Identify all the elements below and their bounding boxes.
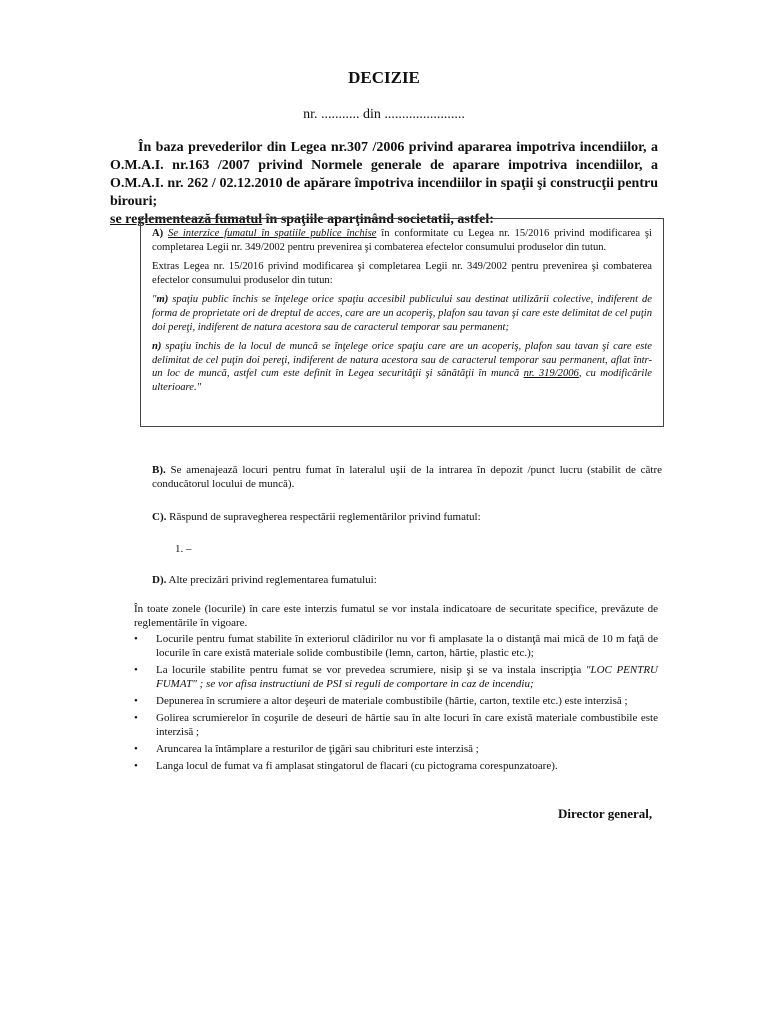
rule-text: Depunerea în scrumiere a altor deşeuri de materiale combustibile (hârtie, carton, textile etc.) este interzisă ; <box>156 695 628 707</box>
signature-label: Director general, <box>558 806 653 821</box>
definition-m-quote: " <box>152 294 157 306</box>
list-item <box>134 742 658 756</box>
law-319-2006-link[interactable]: nr. 319/2006 <box>523 368 579 380</box>
section-a-box <box>140 218 664 427</box>
definition-n-label: n) <box>152 341 162 353</box>
bullet-icon: • <box>134 743 138 755</box>
intro-legal-basis: În baza prevederilor din Legea nr.307 /2006 privind apararea impotriva incendiilor, a O.M.A.I. nr.163 /2007 privind Normele generale de aparare impotriva incendiilor, a O.M.A.I. nr. 262 / 02.12.2010 de apărare împotriva incendiilor in spaţii şi construcţii pentru birouri; <box>110 140 658 209</box>
section-b-text: Se amenajează locuri pentru fumat în lateralul uşii de la intrarea în depozit /punct lucru (stabilit de către conducătorul locului de muncă). <box>152 464 662 490</box>
rule-text-italic: "LOC PENTRU FUMAT" ; se vor afisa instructiuni de PSI si reguli de comportare in caz de incendiu; <box>156 664 659 690</box>
rules-list <box>134 632 658 773</box>
bullet-icon: • <box>134 695 138 707</box>
definition-n-end: , cu modificările ulterioare." <box>152 368 652 393</box>
section-b-letter: B). <box>152 464 166 476</box>
bullet-icon: • <box>134 633 138 645</box>
list-item <box>134 711 658 739</box>
section-c <box>152 510 662 524</box>
section-c-item-1: 1. – <box>175 543 192 555</box>
rule-text: La locurile stabilite pentru fumat se vor prevedea scrumiere, nisip şi se va instala inscripţia <box>156 664 586 676</box>
list-item <box>134 632 658 660</box>
intro-paragraph <box>110 139 658 229</box>
section-a-extract: Extras Legea nr. 15/2016 privind modificarea şi completarea Legii nr. 349/2002 pentru prevenirea şi combaterea efectelor consumului produselor din tutun: <box>152 261 652 286</box>
rule-text: Locurile pentru fumat stabilite în exteriorul clădirilor nu vor fi amplasate la o distanţă mai mică de 10 m faţă de locurile în care există materiale solide combustibile (lemn, carton, hârtie, plastic etc.); <box>156 633 658 659</box>
definition-n-text: spaţiu închis de la locul de muncă se înţelege orice spaţiu care are un acoperiş, plafon sau tavan şi care este delimitat de cel puţin doi pereţi, indiferent de natura acestora sau de caracterul temporar sau permanent, aflat într-un loc de muncă, astfel cum este definit în Legea securităţii şi sănătăţii în muncă <box>152 341 652 380</box>
list-item <box>134 759 658 773</box>
section-d-text: Alte precizări privind reglementarea fumatului: <box>166 574 377 586</box>
list-item <box>134 694 658 708</box>
intro-underlined-phrase: se reglementează fumatul <box>110 212 263 227</box>
section-b <box>152 463 662 491</box>
section-a-rest: în conformitate cu Legea nr. 15/2016 privind modificarea şi completarea Legii nr. 349/2002 pentru prevenirea şi combaterea efectelor consumului produselor din tutun. <box>152 228 652 253</box>
section-c-text: Răspund de supravegherea respectării reglementărilor privind fumatul: <box>166 511 481 523</box>
list-item <box>134 663 658 691</box>
bullet-icon: • <box>134 664 138 676</box>
bullet-icon: • <box>134 760 138 772</box>
rule-text: Aruncarea la întâmplare a resturilor de ţigări sau chibrituri este interzisă ; <box>156 743 479 755</box>
section-a-underlined: Se interzice fumatul în spatiile publice închise <box>168 228 377 239</box>
intro-scope-rest: în spaţiile aparţinând societatii, astfel: <box>262 212 494 227</box>
definition-m-label: m) <box>156 294 169 306</box>
section-c-letter: C). <box>152 511 167 523</box>
decision-number-line: nr. ........... din ....................... <box>303 107 465 122</box>
section-d <box>152 573 662 587</box>
definition-m <box>152 293 652 334</box>
document-title: DECIZIE <box>348 68 420 87</box>
section-a-letter: A) <box>152 228 164 239</box>
rule-text: Golirea scrumierelor în coşurile de deseuri de hârtie sau în alte locuri în care există materiale combustibile este interzisă ; <box>156 712 658 738</box>
bullet-icon: • <box>134 712 138 724</box>
section-a-paragraph <box>152 227 652 254</box>
section-d-letter: D). <box>152 574 167 586</box>
rules-lead: În toate zonele (locurile) în care este interzis fumatul se vor instala indicatoare de securitate specifice, prevăzute de reglementările în vigoare. <box>134 603 658 629</box>
definition-n <box>152 340 652 394</box>
definition-m-text: spaţiu public închis se înţelege orice spaţiu accesibil publicului sau destinat utilizării colective, indiferent de forma de proprietate ori de dreptul de acces, care are un acoperiş, plafon sau tavan şi care este delimitat de cel puţin doi pereţi, indiferent de natura acestora sau de caracterul temporar sau permanent; <box>152 294 652 333</box>
rule-text: Langa locul de fumat va fi amplasat stingatorul de flacari (cu pictograma corespunzatoare). <box>156 760 558 772</box>
smoking-rules <box>134 602 658 776</box>
